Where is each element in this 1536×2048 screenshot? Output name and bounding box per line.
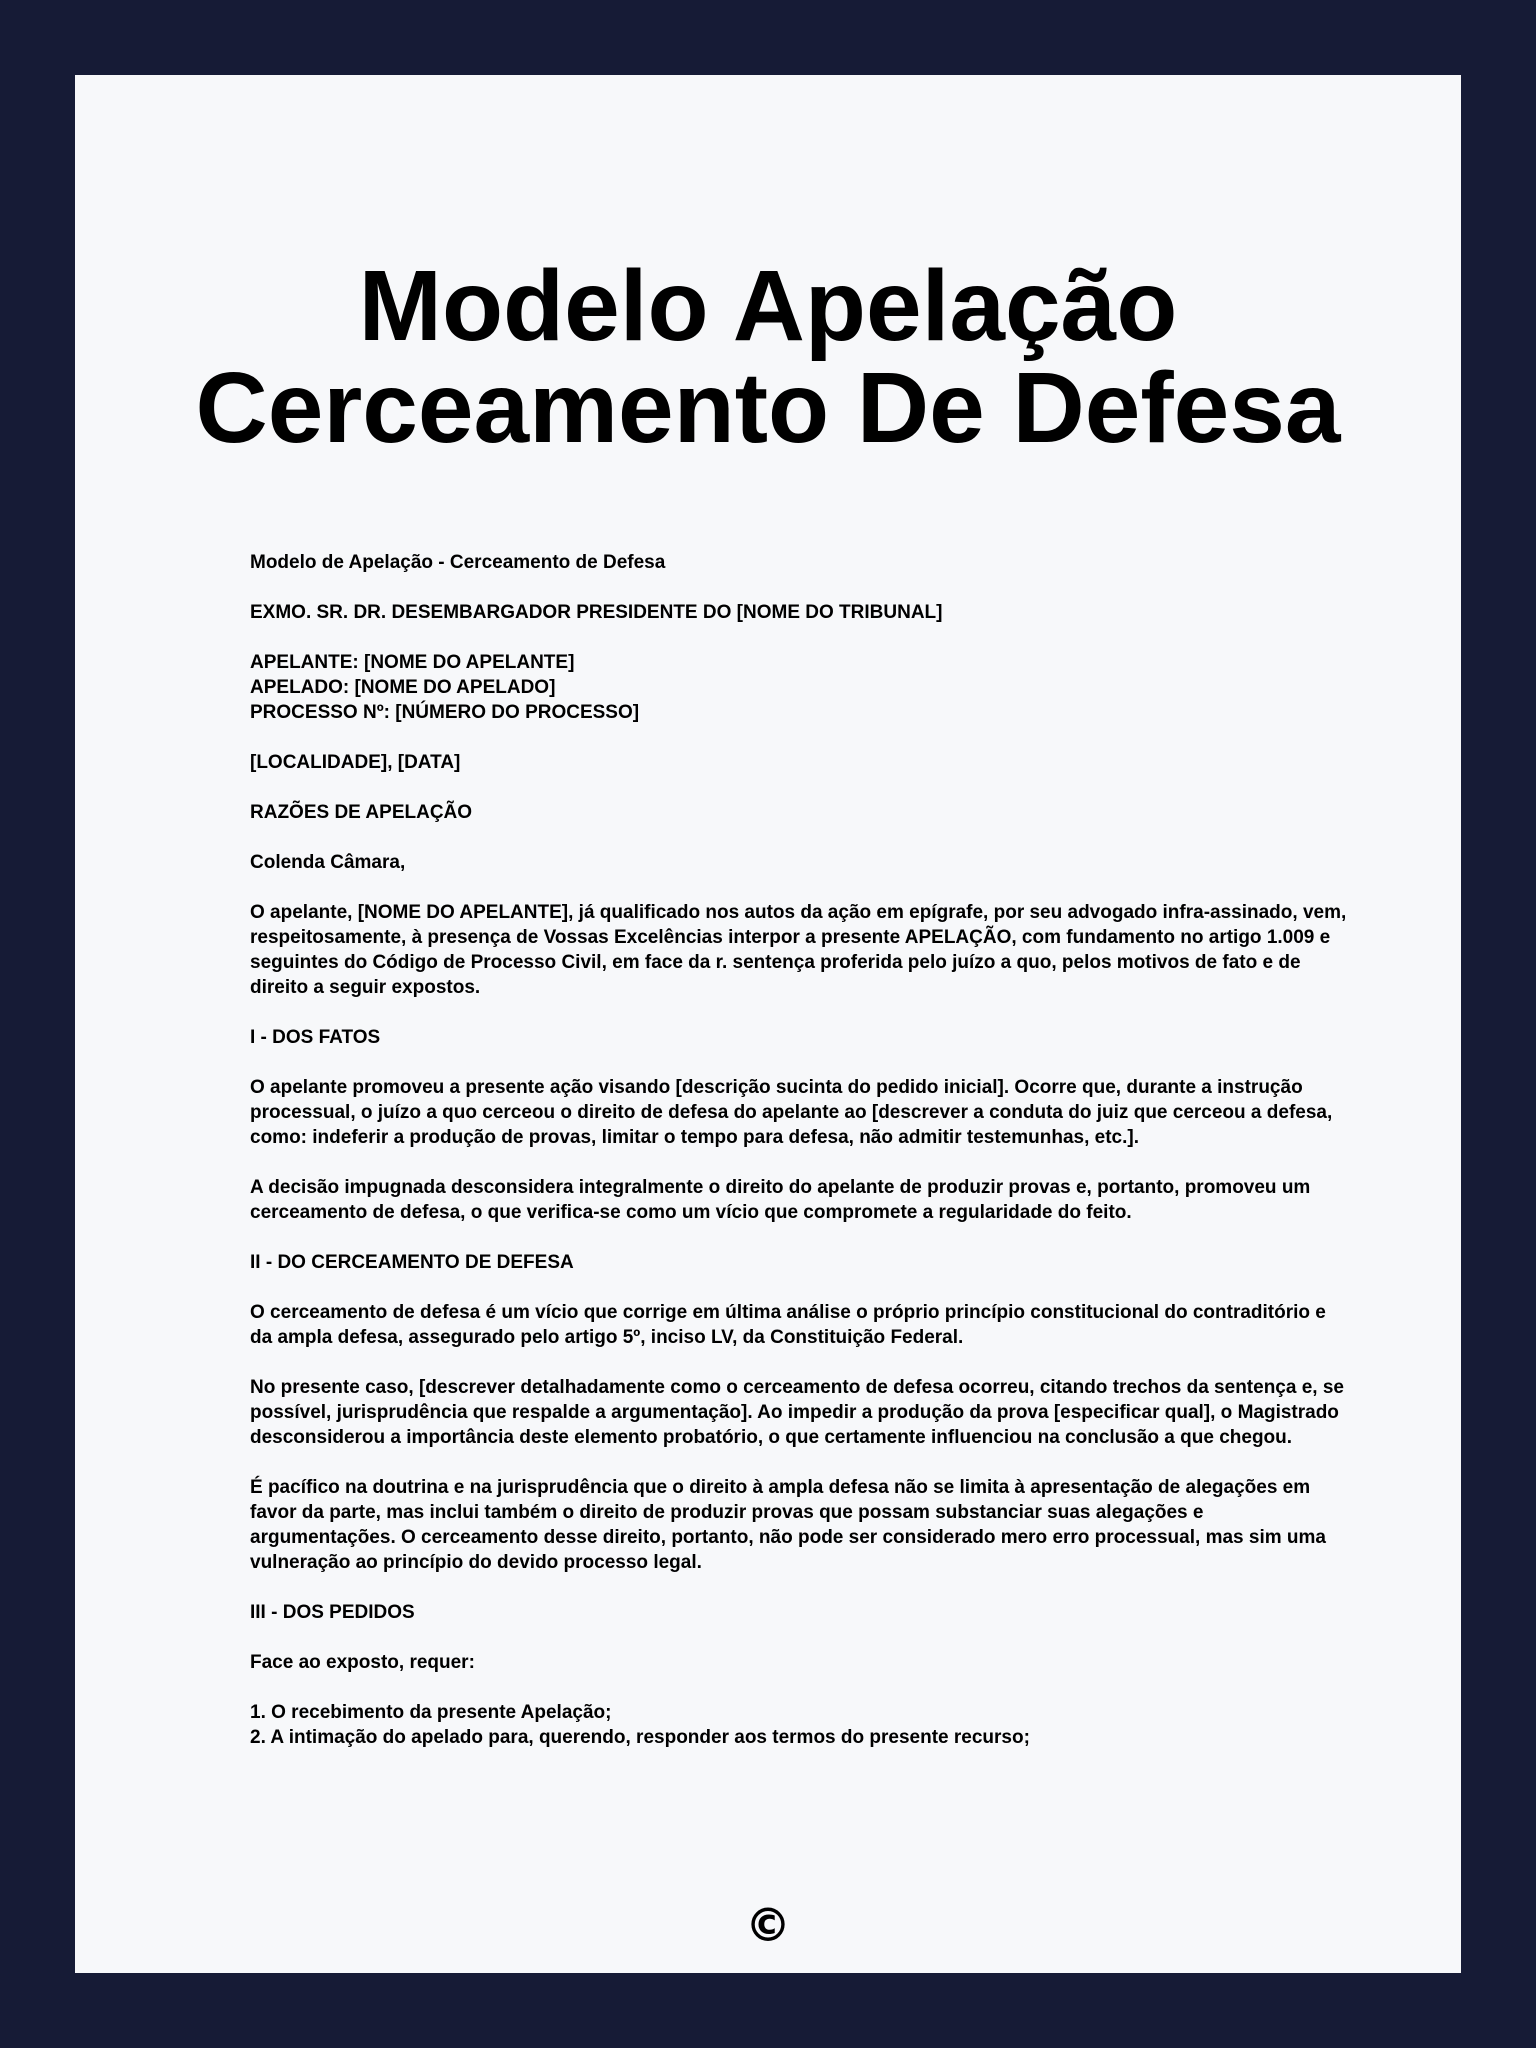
paragraph: O cerceamento de defesa é um vício que corrige em última análise o próprio princípio constitucional do contraditório e da ampla defesa, assegurado pelo artigo 5º, inciso LV, da Constituição Federal. (250, 1302, 1326, 1348)
copyright-icon: © (745, 1898, 791, 1952)
page-title (75, 250, 1461, 464)
section-title-facts: I - DOS FATOS (250, 1027, 381, 1048)
paragraph: O apelante promoveu a presente ação visando [descrição sucinta do pedido inicial]. Ocorre que, durante a instrução processual, o juízo a quo cerceou o direito de defesa do apelante ao [descrever a conduta do juiz que cerceou a defesa, como: indeferir a produção de provas, limitar o tempo para defesa, não admitir testemunhas, etc.]. (250, 1077, 1333, 1148)
doc-heading: Modelo de Apelação - Cerceamento de Defesa (250, 552, 666, 573)
section-title-defense: II - DO CERCEAMENTO DE DEFESA (250, 1252, 574, 1273)
list-item: 1. O recebimento da presente Apelação; (250, 1702, 612, 1723)
paragraph: É pacífico na doutrina e na jurisprudência que o direito à ampla defesa não se limita à apresentação de alegações em favor da parte, mas inclui também o direito de produzir provas que possam substanciar suas alegações e argumentações. O cerceamento desse direito, portanto, não pode ser considerado mero erro processual, mas sim uma vulneração ao princípio do devido processo legal. (250, 1477, 1326, 1573)
paragraph: No presente caso, [descrever detalhadamente como o cerceamento de defesa ocorreu, citando trechos da sentença e, se possível, jurisprudência que respalde a argumentação]. Ao impedir a produção da prova [especificar qual], o Magistrado desconsiderou a importância deste elemento probatório, o que certamente influenciou na conclusão a que chegou. (250, 1377, 1344, 1448)
doc-salutation: Colenda Câmara, (250, 852, 406, 873)
paragraph: Face ao exposto, requer: (250, 1652, 475, 1673)
section-title-requests: III - DOS PEDIDOS (250, 1602, 415, 1623)
doc-reasons-title: RAZÕES DE APELAÇÃO (250, 802, 473, 823)
document-body (250, 550, 1350, 1750)
document-page (75, 75, 1461, 1973)
title-line-2: Cerceamento De Defesa (195, 352, 1341, 464)
list-item: 2. A intimação do apelado para, querendo, responder aos termos do presente recurso; (250, 1727, 1030, 1748)
doc-intro: O apelante, [NOME DO APELANTE], já qualificado nos autos da ação em epígrafe, por seu advogado infra-assinado, vem, respeitosamente, à presença de Vossas Excelências interpor a presente APELAÇÃO, com fundamento no artigo 1.009 e seguintes do Código de Processo Civil, em face da r. sentença proferida pelo juízo a quo, pelos motivos de fato e de direito a seguir expostos. (250, 902, 1347, 998)
doc-addressee: EXMO. SR. DR. DESEMBARGADOR PRESIDENTE DO [NOME DO TRIBUNAL] (250, 602, 943, 623)
title-line-1: Modelo Apelação (358, 250, 1178, 362)
doc-parties: APELANTE: [NOME DO APELANTE] APELADO: [NOME DO APELADO] PROCESSO Nº: [NÚMERO DO PROCESSO] (250, 652, 640, 723)
doc-place-date: [LOCALIDADE], [DATA] (250, 752, 461, 773)
paragraph: A decisão impugnada desconsidera integralmente o direito do apelante de produzir provas e, portanto, promoveu um cerceamento de defesa, o que verifica-se como um vício que compromete a regularidade do feito. (250, 1177, 1311, 1223)
